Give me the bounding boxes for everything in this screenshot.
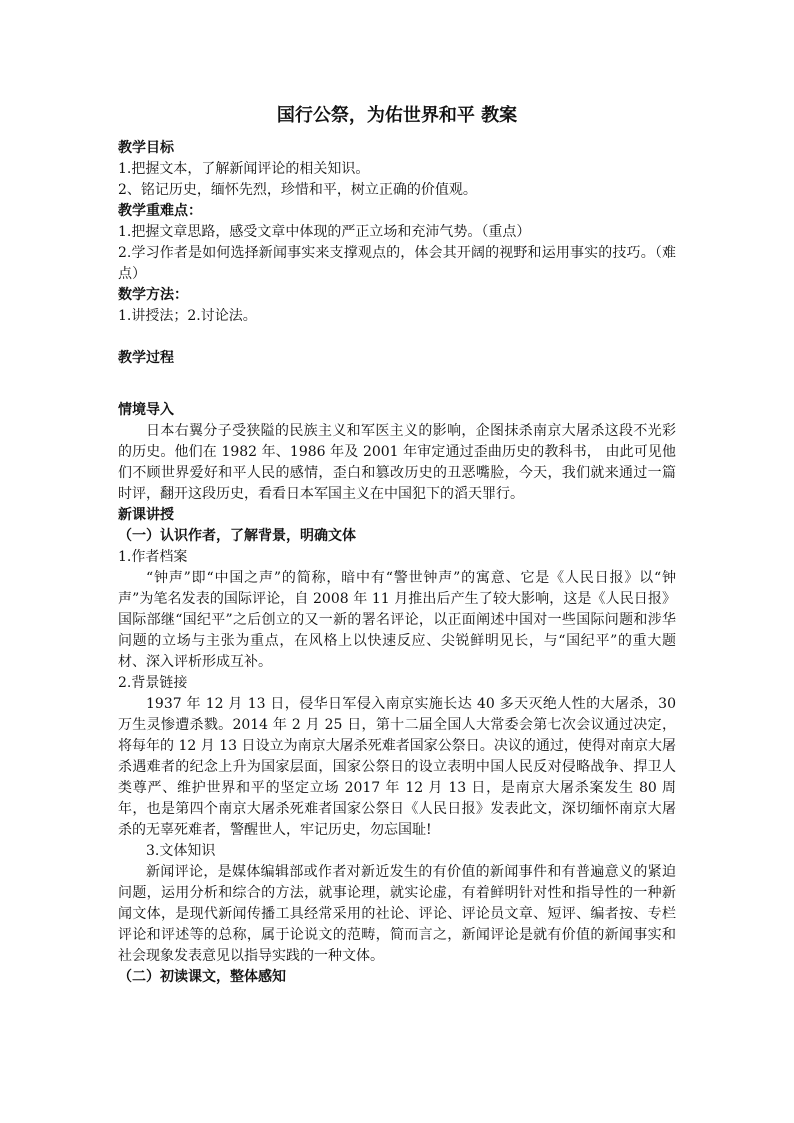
section2-heading: （二）初读课文，整体感知 (118, 969, 286, 985)
objectives-heading: 教学目标 (118, 140, 174, 156)
section1-heading: （一）认识作者，了解背景，明确文体 (118, 528, 356, 544)
methods-heading: 数学方法： (118, 287, 188, 303)
document-title: 国行公祭，为佑世界和平 教案 (276, 105, 518, 126)
intro-paragraph: 日本右翼分子受狭隘的民族主义和军医主义的影响，企图抹杀南京大屠杀这段不光彩的历史。他们在 1982 年、1986 年及 2001 年审定通过歪曲历史的教科书， 由此可见他们不顾世界爱好和平人民的感情，歪白和篡改历史的丑恶嘴脸，今天，我们就来通过一篇时评，翻开这段历史，看看日本军国主义在中国犯下的滔天罪行。 (118, 423, 676, 502)
methods-text: 1.讲授法；2.讨论法。 (118, 308, 257, 324)
author-paragraph: “钟声”即“中国之声”的简称，暗中有“警世钟声”的寓意、它是《人民日报》以“钟声”为笔名发表的国际评论，自 2008 年 11 月推出后产生了较大影响，这是《人民日报》国际部继“国纪平”之后创立的又一新的署名评论，以正面阐述中国对一些国际问题和涉华问题的立场与主张为重点，在风格上以快速反应、尖锐鲜明见长，与“国纪平”的重大题材、深入评析形成互补。 (118, 570, 676, 670)
new-lesson-heading: 新课讲授 (118, 507, 174, 523)
keypoint-item-2: 2.学习作者是如何选择新闻事实来支撑观点的，体会其开阔的视野和运用事实的技巧。（难点） (118, 245, 676, 282)
intro-heading: 情境导入 (118, 402, 174, 418)
keypoint-item-1: 1.把握文章思路，感受文章中体现的严正立场和充沛气势。（重点） (118, 224, 531, 240)
keypoints-heading: 教学重难点： (118, 203, 202, 219)
background-heading: 2.背景链接 (118, 675, 188, 691)
objective-item-1: 1.把握文本，了解新闻评论的相关知识。 (118, 161, 370, 177)
process-heading: 教学过程 (118, 350, 174, 366)
genre-heading: 3.文体知识 (146, 843, 216, 859)
background-paragraph: 1937 年 12 月 13 日，侵华日军侵入南京实施长达 40 多天灭绝人性的大屠杀，30 万生灵惨遭杀戮。2014 年 2 月 25 日，第十二届全国人大常委会第七次会议通过决定，将每年的 12 月 13 日设立为南京大屠杀死难者国家公祭日。决议的通过，使得对南京大屠杀遇难者的纪念上升为国家层面，国家公祭日的设立表明中国人民反对侵略战争、捍卫人类尊严、维护世界和平的坚定立场 2017 年 12 月 13 日，是南京大屠杀案发生 80 周年，也是第四个南京大屠杀死难者国家公祭日《人民日报》发表此文，深切缅怀南京大屠杀的无辜死难者，警醒世人，牢记历史，勿忘国耻! (118, 696, 676, 838)
blank-line (118, 327, 676, 348)
spacer (118, 390, 676, 400)
blank-line (118, 369, 676, 390)
objective-item-2: 2、铭记历史，缅怀先烈，珍惜和平，树立正确的价值观。 (118, 182, 477, 198)
author-heading: 1.作者档案 (118, 549, 188, 565)
genre-paragraph: 新闻评论，是媒体编辑部或作者对新近发生的有价值的新闻事件和有普遍意义的紧迫问题，运用分析和综合的方法，就事论理，就实论虚，有着鲜明针对性和指导性的一种新闻文体，是现代新闻传播工具经常采用的社论、评论、评论员文章、短评、编者按、专栏评论和评述等的总称，属于论说文的范畴，简而言之，新闻评论是就有价值的新闻事实和社会现象发表意见以指导实践的一种文体。 (118, 864, 676, 964)
